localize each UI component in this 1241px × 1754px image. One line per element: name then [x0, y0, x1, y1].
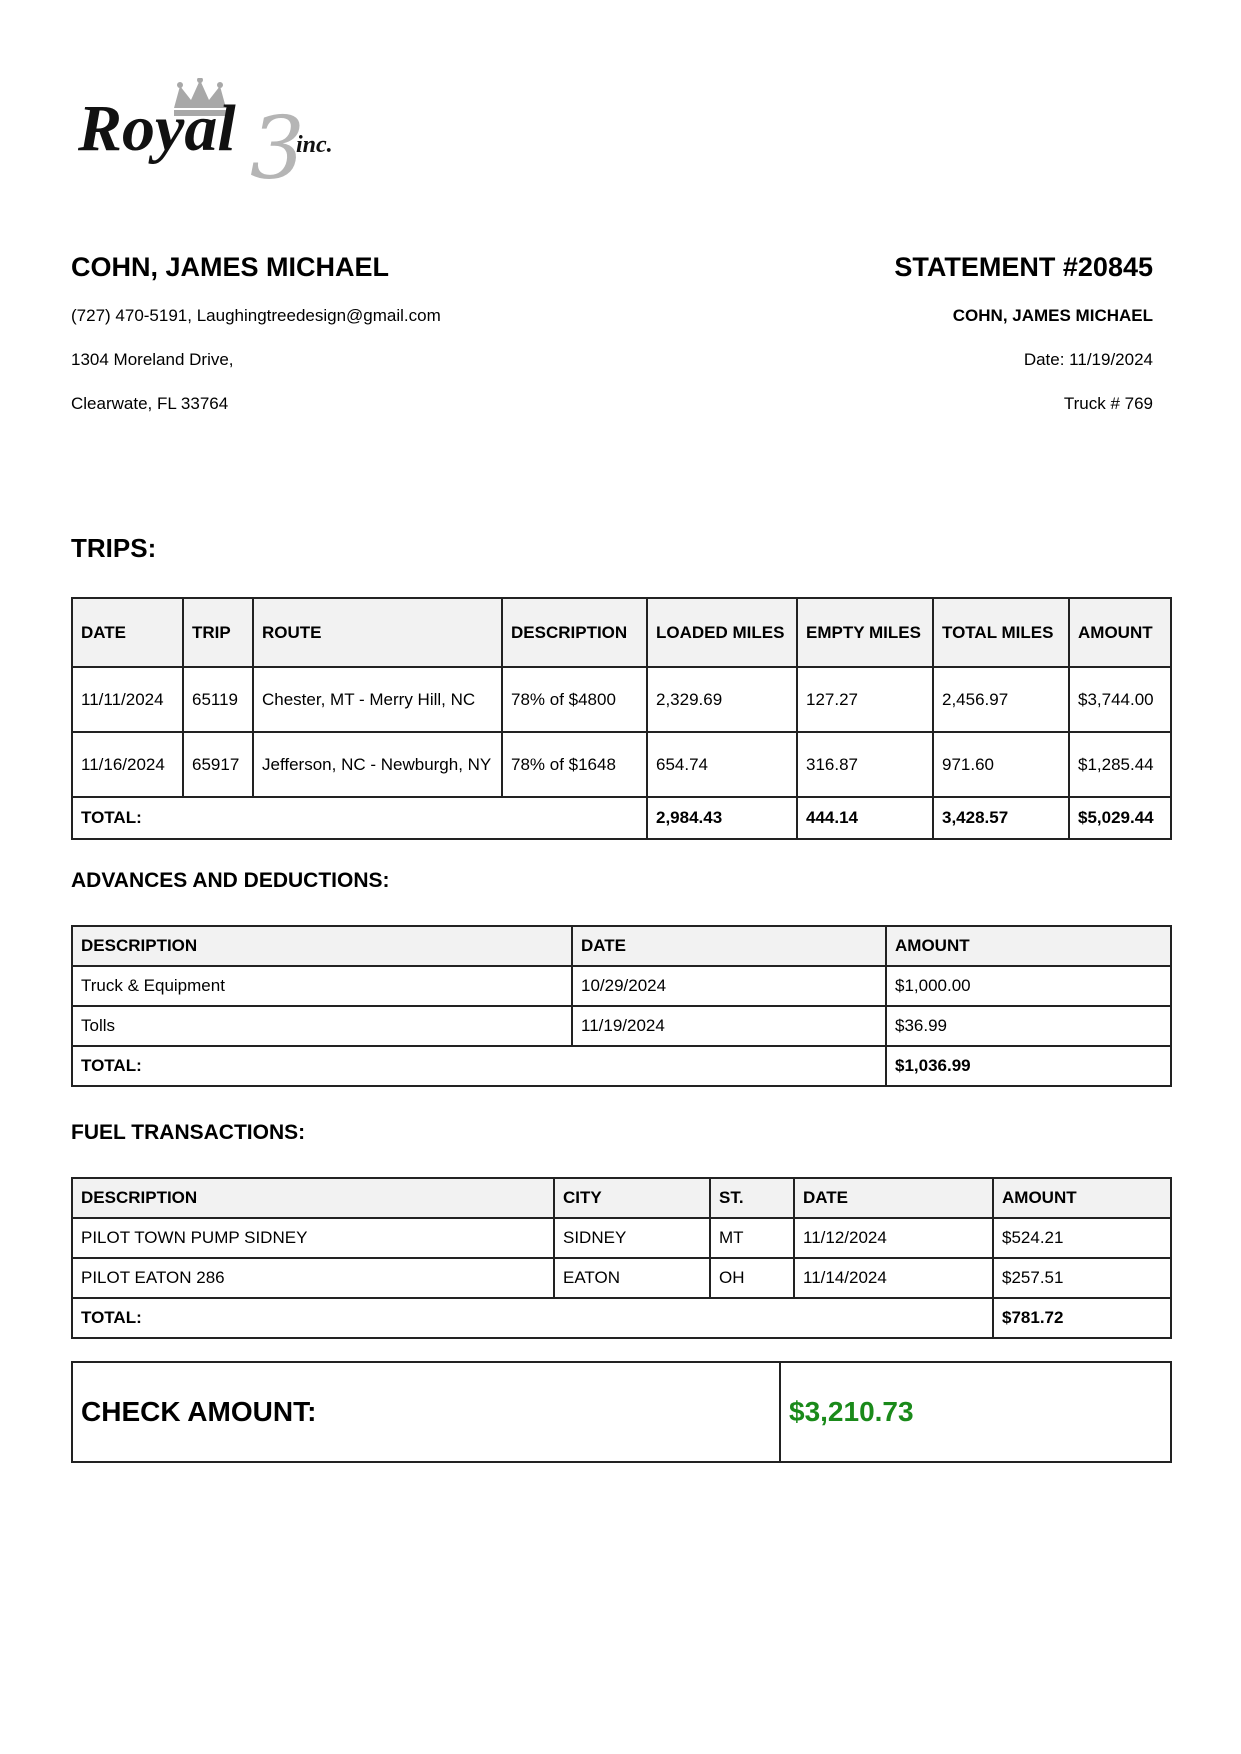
advance-description: Truck & Equipment [72, 966, 572, 1006]
driver-address-line1: 1304 Moreland Drive, [71, 350, 234, 369]
check-amount-label: CHECK AMOUNT: [72, 1362, 780, 1462]
trip-date: 11/11/2024 [72, 667, 183, 732]
trip-number: 65917 [183, 732, 253, 797]
trip-empty-miles: 127.27 [797, 667, 933, 732]
trips-table [71, 597, 1172, 840]
logo-suffix: inc. [296, 132, 333, 158]
trips-header-empty-miles: EMPTY MILES [797, 598, 933, 667]
advances-table [71, 925, 1172, 1087]
fuel-amount: $257.51 [993, 1258, 1171, 1298]
trip-loaded-miles: 2,329.69 [647, 667, 797, 732]
fuel-state: OH [710, 1258, 794, 1298]
trips-header-amount: AMOUNT [1069, 598, 1171, 667]
trip-route: Jefferson, NC - Newburgh, NY [253, 732, 502, 797]
fuel-table [71, 1177, 1172, 1339]
fuel-header-row [72, 1178, 1171, 1218]
advances-header-description: DESCRIPTION [72, 926, 572, 966]
trips-header-route: ROUTE [253, 598, 502, 667]
advance-date: 10/29/2024 [572, 966, 886, 1006]
table-row [72, 667, 1171, 732]
fuel-header-date: DATE [794, 1178, 993, 1218]
fuel-header-state: ST. [710, 1178, 794, 1218]
advance-description: Tolls [72, 1006, 572, 1046]
advances-header-row [72, 926, 1171, 966]
statement-date: Date: 11/19/2024 [1023, 350, 1153, 369]
trip-date: 11/16/2024 [72, 732, 183, 797]
driver-contact: (727) 470-5191, Laughingtreedesign@gmail.com [71, 306, 441, 325]
driver-name: COHN, JAMES MICHAEL [71, 252, 390, 282]
fuel-section-title: FUEL TRANSACTIONS: [71, 1121, 306, 1144]
fuel-amount: $524.21 [993, 1218, 1171, 1258]
fuel-description: PILOT TOWN PUMP SIDNEY [72, 1218, 554, 1258]
trip-amount: $1,285.44 [1069, 732, 1171, 797]
advances-header-amount: AMOUNT [886, 926, 1171, 966]
trips-total-loaded-miles: 2,984.43 [647, 797, 797, 839]
trip-total-miles: 2,456.97 [933, 667, 1069, 732]
trips-header-trip: TRIP [183, 598, 253, 667]
fuel-description: PILOT EATON 286 [72, 1258, 554, 1298]
table-row [72, 1218, 1171, 1258]
trip-description: 78% of $1648 [502, 732, 647, 797]
trip-amount: $3,744.00 [1069, 667, 1171, 732]
statement-title: STATEMENT #20845 [894, 252, 1153, 282]
logo-wordmark: Royal [78, 92, 236, 165]
advances-section-title: ADVANCES AND DEDUCTIONS: [71, 869, 390, 892]
fuel-total-label: TOTAL: [72, 1298, 993, 1338]
advance-date: 11/19/2024 [572, 1006, 886, 1046]
statement-info [894, 250, 1153, 438]
trips-header-row [72, 598, 1171, 667]
fuel-date: 11/14/2024 [794, 1258, 993, 1298]
trips-section-title: TRIPS: [71, 533, 157, 563]
fuel-total-amount: $781.72 [993, 1298, 1171, 1338]
trips-header-loaded-miles: LOADED MILES [647, 598, 797, 667]
trips-total-empty-miles: 444.14 [797, 797, 933, 839]
fuel-header-city: CITY [554, 1178, 710, 1218]
trip-number: 65119 [183, 667, 253, 732]
advances-total-amount: $1,036.99 [886, 1046, 1171, 1086]
logo-mark: 3 [250, 99, 305, 188]
trip-total-miles: 971.60 [933, 732, 1069, 797]
fuel-header-description: DESCRIPTION [72, 1178, 554, 1218]
fuel-total-row [72, 1298, 1171, 1338]
trip-empty-miles: 316.87 [797, 732, 933, 797]
check-amount-row [72, 1362, 1171, 1462]
driver-info [71, 250, 441, 438]
advance-amount: $36.99 [886, 1006, 1171, 1046]
check-amount-value: $3,210.73 [780, 1362, 1171, 1462]
trips-total-miles: 3,428.57 [933, 797, 1069, 839]
trips-header-total-miles: TOTAL MILES [933, 598, 1069, 667]
table-row [72, 1258, 1171, 1298]
statement-name: COHN, JAMES MICHAEL [952, 306, 1153, 325]
trip-description: 78% of $4800 [502, 667, 647, 732]
driver-address-line2: Clearwate, FL 33764 [71, 394, 229, 413]
table-row [72, 966, 1171, 1006]
fuel-city: SIDNEY [554, 1218, 710, 1258]
advance-amount: $1,000.00 [886, 966, 1171, 1006]
company-logo [78, 78, 378, 188]
table-row [72, 732, 1171, 797]
trips-header-date: DATE [72, 598, 183, 667]
table-row [72, 1006, 1171, 1046]
check-amount-box [71, 1361, 1172, 1463]
fuel-header-amount: AMOUNT [993, 1178, 1171, 1218]
fuel-state: MT [710, 1218, 794, 1258]
advances-total-row [72, 1046, 1171, 1086]
fuel-city: EATON [554, 1258, 710, 1298]
trips-header-description: DESCRIPTION [502, 598, 647, 667]
fuel-date: 11/12/2024 [794, 1218, 993, 1258]
advances-total-label: TOTAL: [72, 1046, 886, 1086]
trips-total-label: TOTAL: [72, 797, 647, 839]
trips-total-row [72, 797, 1171, 839]
truck-number: Truck # 769 [1063, 394, 1153, 413]
advances-header-date: DATE [572, 926, 886, 966]
trips-total-amount: $5,029.44 [1069, 797, 1171, 839]
trip-route: Chester, MT - Merry Hill, NC [253, 667, 502, 732]
trip-loaded-miles: 654.74 [647, 732, 797, 797]
